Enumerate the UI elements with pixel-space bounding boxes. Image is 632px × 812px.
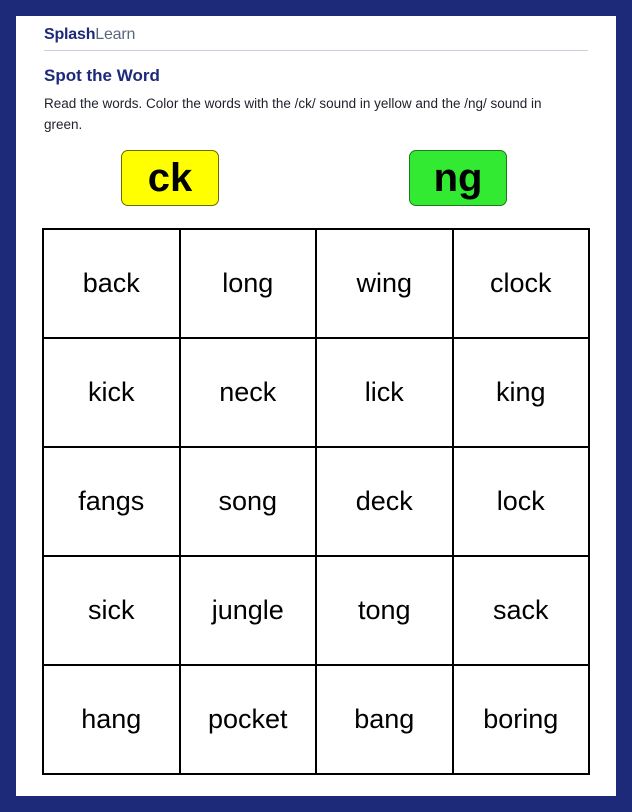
worksheet-page [16,16,616,796]
word-cell[interactable]: clock [454,230,591,339]
table-row [44,557,590,666]
word-cell[interactable]: song [181,448,318,557]
word-cell[interactable]: wing [317,230,454,339]
key-ck [121,150,219,206]
word-cell[interactable]: long [181,230,318,339]
table-row [44,339,590,448]
word-cell[interactable]: sick [44,557,181,666]
word-cell[interactable]: tong [317,557,454,666]
header-divider [44,50,588,51]
word-cell[interactable]: fangs [44,448,181,557]
word-cell[interactable]: sack [454,557,591,666]
word-cell[interactable]: hang [44,666,181,775]
word-cell[interactable]: deck [317,448,454,557]
word-cell[interactable]: kick [44,339,181,448]
key-ck-label: ck [147,155,193,200]
word-cell[interactable]: lick [317,339,454,448]
logo-learn-text: Learn [95,26,136,43]
word-grid [42,228,590,775]
page-title: Spot the Word [44,66,160,85]
logo-splash-text: Splash [44,26,96,43]
key-ng-label: ng [433,155,483,200]
word-cell[interactable]: king [454,339,591,448]
table-row [44,230,590,339]
word-cell[interactable]: neck [181,339,318,448]
table-row [44,666,590,775]
table-row [44,448,590,557]
key-ng [409,150,507,206]
splashlearn-logo [44,26,135,44]
word-cell[interactable]: lock [454,448,591,557]
word-cell[interactable]: jungle [181,557,318,666]
word-cell[interactable]: boring [454,666,591,775]
word-cell[interactable]: back [44,230,181,339]
instructions-text: Read the words. Color the words with the /ck/ sound in yellow and the /ng/ sound in green. [44,96,542,132]
sound-key-row [16,150,616,210]
word-cell[interactable]: pocket [181,666,318,775]
word-cell[interactable]: bang [317,666,454,775]
